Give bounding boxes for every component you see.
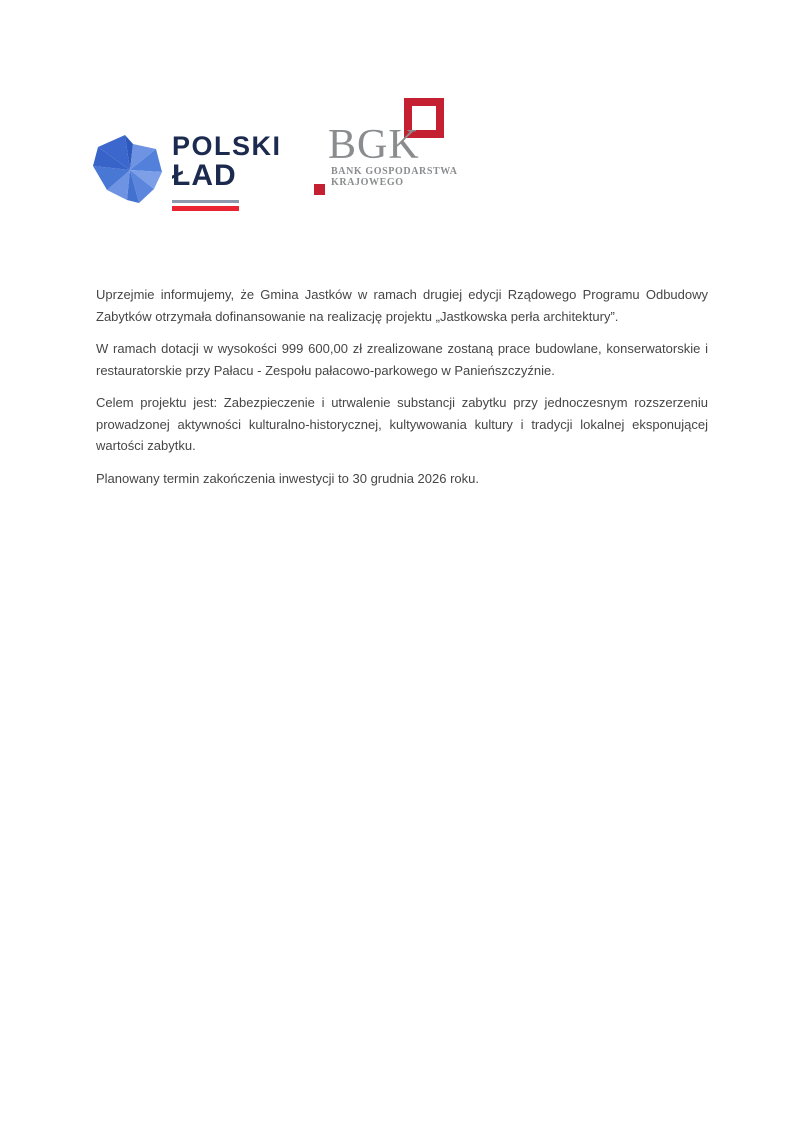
bgk-filled-square-icon — [314, 184, 325, 195]
bgk-acronym: BGK — [328, 122, 420, 168]
polski-lad-wordmark — [172, 130, 282, 211]
bgk-subtitle — [331, 167, 458, 188]
polski-lad-line2: ŁAD — [172, 159, 237, 192]
document-body — [96, 284, 708, 500]
bgk-subtitle-line2: KRAJOWEGO — [331, 176, 404, 188]
poland-map-icon — [92, 132, 164, 206]
polski-lad-logo — [92, 130, 282, 211]
bgk-subtitle-line1: BANK GOSPODARSTWA — [331, 166, 458, 177]
flag-stripe-red — [172, 206, 239, 211]
paragraph-grant-amount: W ramach dotacji w wysokości 999 600,00 zł zrealizowane zostaną prace budowlane, konserwatorskie i restauratorskie przy Pałacu - Zespołu pałacowo-parkowego w Panieńszczyźnie. — [96, 341, 708, 378]
polski-lad-line1: POLSKI — [172, 131, 282, 161]
bgk-logo — [314, 96, 458, 198]
polish-flag-stripes — [172, 200, 239, 211]
paragraph-completion-date: Planowany termin zakończenia inwestycji to 30 grudnia 2026 roku. — [96, 470, 479, 486]
paragraph-announcement: Uprzejmie informujemy, że Gmina Jastków w ramach drugiej edycji Rządowego Programu Odbudowy Zabytków otrzymała dofinansowanie na realizację projektu „Jastkowska perła architektury”. — [96, 287, 708, 324]
paragraph-project-goal: Celem projektu jest: Zabezpieczenie i utrwalenie substancji zabytku przy jednoczesnym rozszerzeniu prowadzonej aktywności kulturalno-historycznej, kultywowania kultury i tradycji lokalnej eksponującej wartości zabytku. — [96, 395, 708, 453]
